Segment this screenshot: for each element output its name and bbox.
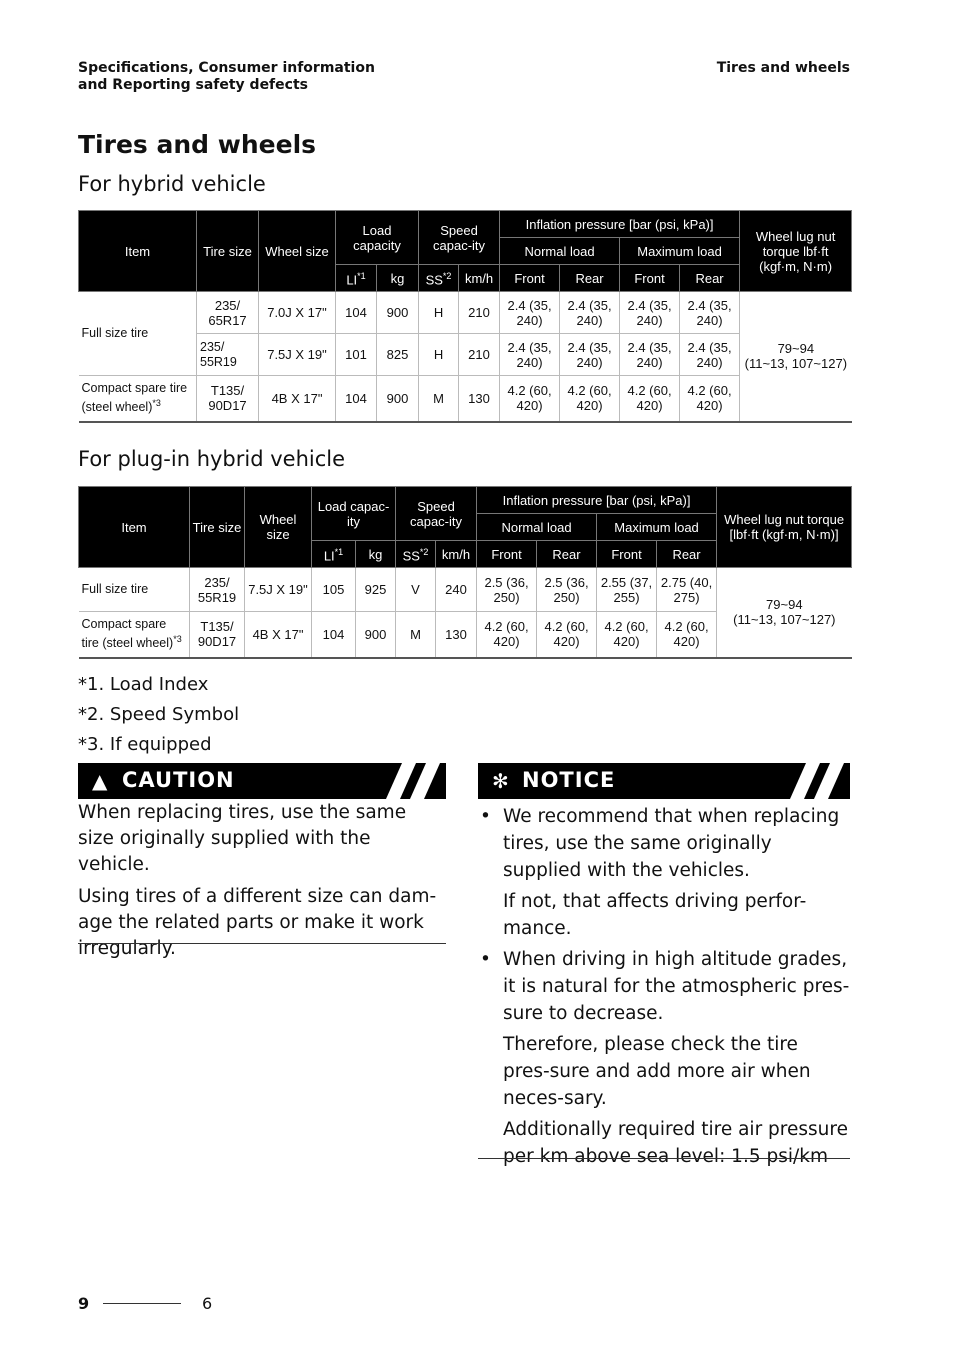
caution-paragraph: When replacing tires, use the same size originally supplied with the vehicle. — [78, 802, 407, 875]
notice-list-item — [478, 946, 850, 1170]
cell-tire-size: 235/ 55R19 — [197, 334, 259, 376]
footer-page-number: 6 — [202, 1294, 213, 1313]
running-header-topic: Tires and wheels — [716, 60, 850, 76]
footnote-speed-symbol: *2. Speed Symbol — [78, 704, 240, 725]
caution-bottom-rule — [78, 943, 446, 944]
cell-normal-front: 4.2 (60, 420) — [477, 612, 537, 658]
footnote-if-equipped: *3. If equipped — [78, 734, 212, 755]
header-li: LI$^{*1}$ — [312, 541, 356, 568]
cell-lug-nut-torque: 79~94 (11~13, 107~127) — [740, 292, 852, 422]
cell-wheel-size: 7.5J X 19" — [259, 334, 336, 376]
cell-kg: 900 — [356, 612, 396, 658]
cell-max-rear: 4.2 (60, 420) — [657, 612, 717, 658]
header-item: Item — [79, 211, 197, 292]
cell-max-front: 2.4 (35, 240) — [620, 334, 680, 376]
table-row — [79, 376, 852, 422]
running-header-line-1: Specifications, Consumer information — [78, 60, 375, 76]
header-kg: kg — [356, 541, 396, 568]
header-tire-size: Tire size — [190, 487, 245, 568]
header-ss: SS$^{*2}$ — [419, 265, 459, 292]
notice-list-item — [478, 803, 850, 942]
cell-tire-size: 235/ 65R17 — [197, 292, 259, 334]
cell-max-front: 4.2 (60, 420) — [620, 376, 680, 422]
warning-triangle-icon: ▲ — [92, 769, 108, 793]
cell-kmh: 210 — [459, 292, 500, 334]
header-inflation-pressure: Inflation pressure [bar (psi, kPa)] — [477, 487, 717, 514]
header-normal-front: Front — [477, 541, 537, 568]
header-kmh: km/h — [436, 541, 477, 568]
cell-kmh: 130 — [459, 376, 500, 422]
header-speed-capacity: Speed capac-ity — [419, 211, 500, 265]
notice-label: NOTICE — [522, 768, 616, 792]
header-ss: SS$^{*2}$ — [396, 541, 436, 568]
bullet-icon: • — [480, 806, 491, 827]
cell-kmh: 130 — [436, 612, 477, 658]
notice-stripes-decoration — [760, 763, 850, 799]
bullet-icon: • — [480, 949, 491, 970]
notice-text: We recommend that when replacing tires, use the same originally supplied with the vehicles. — [503, 806, 840, 881]
header-li: LI$^{*1}$ — [336, 265, 377, 292]
header-max-rear: Rear — [680, 265, 740, 292]
caution-paragraph: Using tires of a different size can dam-age the related parts or make it work irregularly. — [78, 886, 437, 959]
asterisk-icon: ✻ — [492, 769, 509, 793]
header-kg: kg — [377, 265, 419, 292]
header-maximum-load: Maximum load — [620, 238, 740, 265]
cell-kg: 825 — [377, 334, 419, 376]
table-row — [79, 292, 852, 334]
caution-header — [78, 763, 446, 799]
cell-ss: M — [396, 612, 436, 658]
cell-ss: H — [419, 334, 459, 376]
header-load-capacity: Load capacity — [336, 211, 419, 265]
cell-li: 101 — [336, 334, 377, 376]
header-item: Item — [79, 487, 190, 568]
cell-wheel-size: 4B X 17" — [259, 376, 336, 422]
footnotes — [78, 670, 239, 760]
cell-item: Full size tire — [79, 292, 197, 376]
cell-tire-size: 235/ 55R19 — [190, 568, 245, 612]
cell-max-front: 4.2 (60, 420) — [597, 612, 657, 658]
cell-wheel-size: 7.0J X 17" — [259, 292, 336, 334]
cell-normal-rear: 2.4 (35, 240) — [560, 334, 620, 376]
footer-divider — [103, 1303, 181, 1304]
cell-normal-front: 2.4 (35, 240) — [500, 292, 560, 334]
header-tire-size: Tire size — [197, 211, 259, 292]
footnote-load-index: *1. Load Index — [78, 674, 209, 695]
cell-max-front: 2.55 (37, 255) — [597, 568, 657, 612]
header-normal-rear: Rear — [560, 265, 620, 292]
notice-text: Therefore, please check the tire pres-sure and add more air when neces-sary. — [503, 1034, 811, 1109]
page-title: Tires and wheels — [78, 130, 317, 159]
cell-max-rear: 2.4 (35, 240) — [680, 292, 740, 334]
cell-kmh: 240 — [436, 568, 477, 612]
cell-item: Full size tire — [79, 568, 190, 612]
hybrid-subtitle: For hybrid vehicle — [78, 172, 266, 196]
cell-tire-size: T135/ 90D17 — [197, 376, 259, 422]
cell-li: 104 — [336, 292, 377, 334]
cell-item: Compact spare tire (steel wheel)$^{*3}$ — [79, 612, 190, 658]
cell-normal-rear: 2.5 (36, 250) — [537, 568, 597, 612]
hybrid-spec-table — [78, 210, 852, 423]
cell-li: 105 — [312, 568, 356, 612]
caution-stripes-decoration — [356, 763, 446, 799]
cell-ss: H — [419, 292, 459, 334]
header-load-capacity: Load capac-ity — [312, 487, 396, 541]
cell-max-front: 2.4 (35, 240) — [620, 292, 680, 334]
caution-label: CAUTION — [122, 768, 235, 792]
notice-bottom-rule — [478, 1158, 850, 1159]
cell-kg: 900 — [377, 376, 419, 422]
notice-body — [478, 803, 850, 1174]
header-kmh: km/h — [459, 265, 500, 292]
cell-max-rear: 4.2 (60, 420) — [680, 376, 740, 422]
cell-normal-rear: 4.2 (60, 420) — [560, 376, 620, 422]
cell-kg: 925 — [356, 568, 396, 612]
cell-wheel-size: 7.5J X 19" — [245, 568, 312, 612]
cell-normal-front: 2.4 (35, 240) — [500, 334, 560, 376]
running-header-line-2: and Reporting safety defects — [78, 77, 308, 93]
cell-normal-front: 4.2 (60, 420) — [500, 376, 560, 422]
cell-kg: 900 — [377, 292, 419, 334]
table-row — [79, 568, 852, 612]
cell-li: 104 — [312, 612, 356, 658]
cell-max-rear: 2.75 (40, 275) — [657, 568, 717, 612]
cell-ss: M — [419, 376, 459, 422]
footer-section-number: 9 — [78, 1294, 90, 1313]
notice-text: When driving in high altitude grades, it is natural for the atmospheric pres-sure to decrease. — [503, 949, 850, 1024]
cell-li: 104 — [336, 376, 377, 422]
header-lug-nut-torque: Wheel lug nut torque lbf·ft (kgf·m, N·m) — [740, 211, 852, 292]
cell-normal-front: 2.5 (36, 250) — [477, 568, 537, 612]
cell-max-rear: 2.4 (35, 240) — [680, 334, 740, 376]
cell-ss: V — [396, 568, 436, 612]
notice-text: Additionally required tire air pressure per km above sea level: 1.5 psi/km — [503, 1119, 848, 1167]
cell-kmh: 210 — [459, 334, 500, 376]
header-normal-front: Front — [500, 265, 560, 292]
header-normal-load: Normal load — [477, 514, 597, 541]
header-wheel-size: Wheel size — [259, 211, 336, 292]
header-normal-rear: Rear — [537, 541, 597, 568]
cell-item: Compact spare tire (steel wheel)$^{*3}$ — [79, 376, 197, 422]
cell-normal-rear: 2.4 (35, 240) — [560, 292, 620, 334]
cell-wheel-size: 4B X 17" — [245, 612, 312, 658]
header-max-rear: Rear — [657, 541, 717, 568]
notice-header — [478, 763, 850, 799]
running-header-section — [78, 60, 375, 94]
header-wheel-size: Wheel size — [245, 487, 312, 568]
header-inflation-pressure: Inflation pressure [bar (psi, kPa)] — [500, 211, 740, 238]
header-max-front: Front — [620, 265, 680, 292]
notice-text: If not, that affects driving perfor-mance. — [503, 891, 807, 939]
header-normal-load: Normal load — [500, 238, 620, 265]
cell-tire-size: T135/ 90D17 — [190, 612, 245, 658]
header-lug-nut-torque: Wheel lug nut torque [lbf·ft (kgf·m, N·m)] — [717, 487, 852, 568]
header-max-front: Front — [597, 541, 657, 568]
header-speed-capacity: Speed capac-ity — [396, 487, 477, 541]
header-maximum-load: Maximum load — [597, 514, 717, 541]
plugin-spec-table — [78, 486, 852, 659]
plugin-subtitle: For plug-in hybrid vehicle — [78, 447, 346, 471]
cell-lug-nut-torque: 79~94 (11~13, 107~127) — [717, 568, 852, 658]
cell-normal-rear: 4.2 (60, 420) — [537, 612, 597, 658]
